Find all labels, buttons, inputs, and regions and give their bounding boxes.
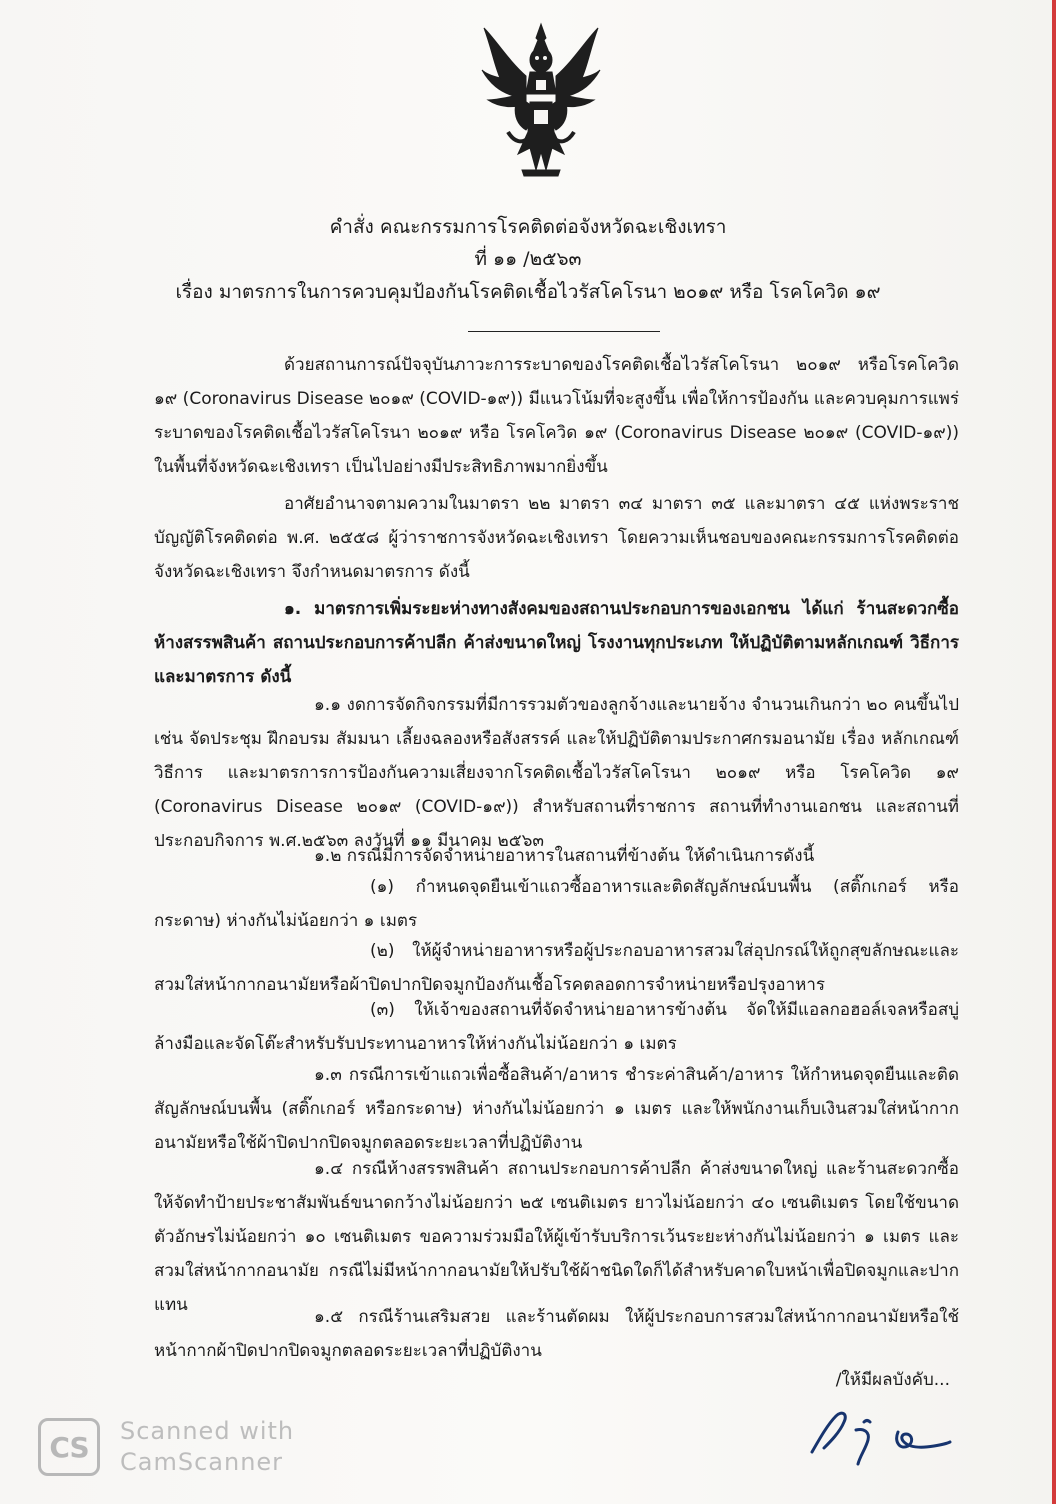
continued-marker: /ให้มีผลบังคับ... [835, 1370, 950, 1390]
measure-1-2: ๑.๒ กรณีมีการจัดจำหน่ายอาหารในสถานที่ข้างต้น ให้ดำเนินการดังนี้ [314, 846, 815, 866]
measure-1-3: ๑.๓ กรณีการเข้าแถวเพื่อซื้อสินค้า/อาหาร ชำระค่าสินค้า/อาหาร ให้กำหนดจุดยืนและติดสัญลักษณ์บนพื้น (สติ๊กเกอร์ หรือกระดาษ) ห่างกันไม่น้อยกว่า ๑ เมตร และให้พนักงานเก็บเงินสวมใส่หน้ากากอนามัยหรือใช้ผ้าปิดปากปิดจมูกตลอดระยะเวลาที่ปฏิบัติงาน [154, 1065, 959, 1153]
measure-1-2-item-1: (๑) กำหนดจุดยืนเข้าแถวซื้ออาหารและติดสัญลักษณ์บนพื้น (สติ๊กเกอร์ หรือกระดาษ) ห่างกันไม่น้อยกว่า ๑ เมตร [154, 877, 959, 931]
paragraph-situation: ด้วยสถานการณ์ปัจจุบันภาวะการระบาดของโรคติดเชื้อไวรัสโคโรนา ๒๐๑๙ หรือโรคโควิด ๑๙ (Coronavirus Disease ๒๐๑๙ (COVID-๑๙)) มีแนวโน้มที่จะสูงขึ้น เพื่อให้การป้องกัน และควบคุมการแพร่ระบาดของโรคติดเชื้อไวรัสโคโรนา ๒๐๑๙ หรือ โรคโควิด ๑๙ (Coronavirus Disease ๒๐๑๙ (COVID-๑๙)) ในพื้นที่จังหวัดฉะเชิงเทรา เป็นไปอย่างมีประสิทธิภาพมากยิ่งขึ้น [154, 355, 959, 477]
watermark-line-2: CamScanner [120, 1448, 284, 1476]
measure-1-heading: ๑. มาตรการเพิ่มระยะห่างทางสังคมของสถานประกอบการของเอกชน ได้แก่ ร้านสะดวกซื้อ ห้างสรรพสินค้า สถานประกอบการค้าปลีก ค้าส่งขนาดใหญ่ โรงงานทุกประเภท ให้ปฏิบัติตามหลักเกณฑ์ วิธีการและมาตรการ ดังนี้ [154, 599, 959, 687]
signature-icon [806, 1402, 952, 1468]
measure-1-1: ๑.๑ งดการจัดกิจกรรมที่มีการรวมตัวของลูกจ้างและนายจ้าง จำนวนเกินกว่า ๒๐ คนขึ้นไป เช่น จัดประชุม ฝึกอบรม สัมมนา เลี้ยงฉลองหรือสังสรรค์ และให้ปฏิบัติตามประกาศกรมอนามัย เรื่อง หลักเกณฑ์ วิธีการ และมาตรการการป้องกันความเสี่ยงจากโรคติดเชื้อไวรัสโคโรนา ๒๐๑๙ หรือ โรคโควิด ๑๙ (Coronavirus Disease ๒๐๑๙ (COVID-๑๙)) สำหรับสถานที่ราชการ สถานที่ทำงานเอกชน และสถานที่ประกอบกิจการ พ.ศ.๒๕๖๓ ลงวันที่ ๑๑ มีนาคม ๒๕๖๓ [154, 695, 959, 851]
order-number: ที่ ๑๑ /๒๕๖๓ [474, 248, 582, 270]
camscanner-watermark [120, 1416, 294, 1478]
measure-1-2-item-3: (๓) ให้เจ้าของสถานที่จัดจำหน่ายอาหารข้างต้น จัดให้มีแอลกอฮอล์เจลหรือสบู่ล้างมือและจัดโต๊ะสำหรับรับประทานอาหารให้ห่างกันไม่น้อยกว่า ๑ เมตร [154, 1000, 959, 1054]
measure-1-5: ๑.๕ กรณีร้านเสริมสวย และร้านตัดผม ให้ผู้ประกอบการสวมใส่หน้ากากอนามัยหรือใช้หน้ากากผ้าปิดปากปิดจมูกตลอดระยะเวลาที่ปฏิบัติงาน [154, 1307, 959, 1361]
paragraph-legal-authority: อาศัยอำนาจตามความในมาตรา ๒๒ มาตรา ๓๔ มาตรา ๓๕ และมาตรา ๔๕ แห่งพระราชบัญญัติโรคติดต่อ พ.ศ. ๒๕๕๘ ผู้ว่าราชการจังหวัดฉะเชิงเทรา โดยความเห็นชอบของคณะกรรมการโรคติดต่อจังหวัดฉะเชิงเทรา จึงกำหนดมาตรการ ดังนี้ [154, 494, 959, 582]
camscanner-logo-icon: CS [38, 1418, 100, 1476]
measure-1-4: ๑.๔ กรณีห้างสรรพสินค้า สถานประกอบการค้าปลีก ค้าส่งขนาดใหญ่ และร้านสะดวกซื้อ ให้จัดทำป้ายประชาสัมพันธ์ขนาดกว้างไม่น้อยกว่า ๒๕ เซนติเมตร ยาวไม่น้อยกว่า ๔๐ เซนติเมตร โดยใช้ขนาดตัวอักษรไม่น้อยกว่า ๑๐ เซนติเมตร ขอความร่วมมือให้ผู้เข้ารับบริการเว้นระยะห่างกันไม่น้อยกว่า ๑ เมตร และสวมใส่หน้ากากอนามัย กรณีไม่มีหน้ากากอนามัยให้ปรับใช้ผ้าชนิดใดก็ได้สำหรับคาดใบหน้าเพื่อปิดจมูกและปากแทน [154, 1159, 959, 1315]
measure-1-2-item-2: (๒) ให้ผู้จำหน่ายอาหารหรือผู้ประกอบอาหารสวมใส่อุปกรณ์ให้ถูกสุขลักษณะและสวมใส่หน้ากากอนามัยหรือผ้าปิดปากปิดจมูกป้องกันเชื้อโรคตลอดการจำหน่ายหรือปรุงอาหาร [154, 941, 959, 995]
header-divider [468, 331, 660, 332]
order-subject: เรื่อง มาตรการในการควบคุมป้องกันโรคติดเชื้อไวรัสโคโรนา ๒๐๑๙ หรือ โรคโควิด ๑๙ [175, 281, 881, 303]
garuda-emblem-icon [478, 20, 604, 180]
watermark-line-1: Scanned with [120, 1417, 295, 1445]
order-title: คำสั่ง คณะกรรมการโรคติดต่อจังหวัดฉะเชิงเทรา [329, 216, 727, 238]
